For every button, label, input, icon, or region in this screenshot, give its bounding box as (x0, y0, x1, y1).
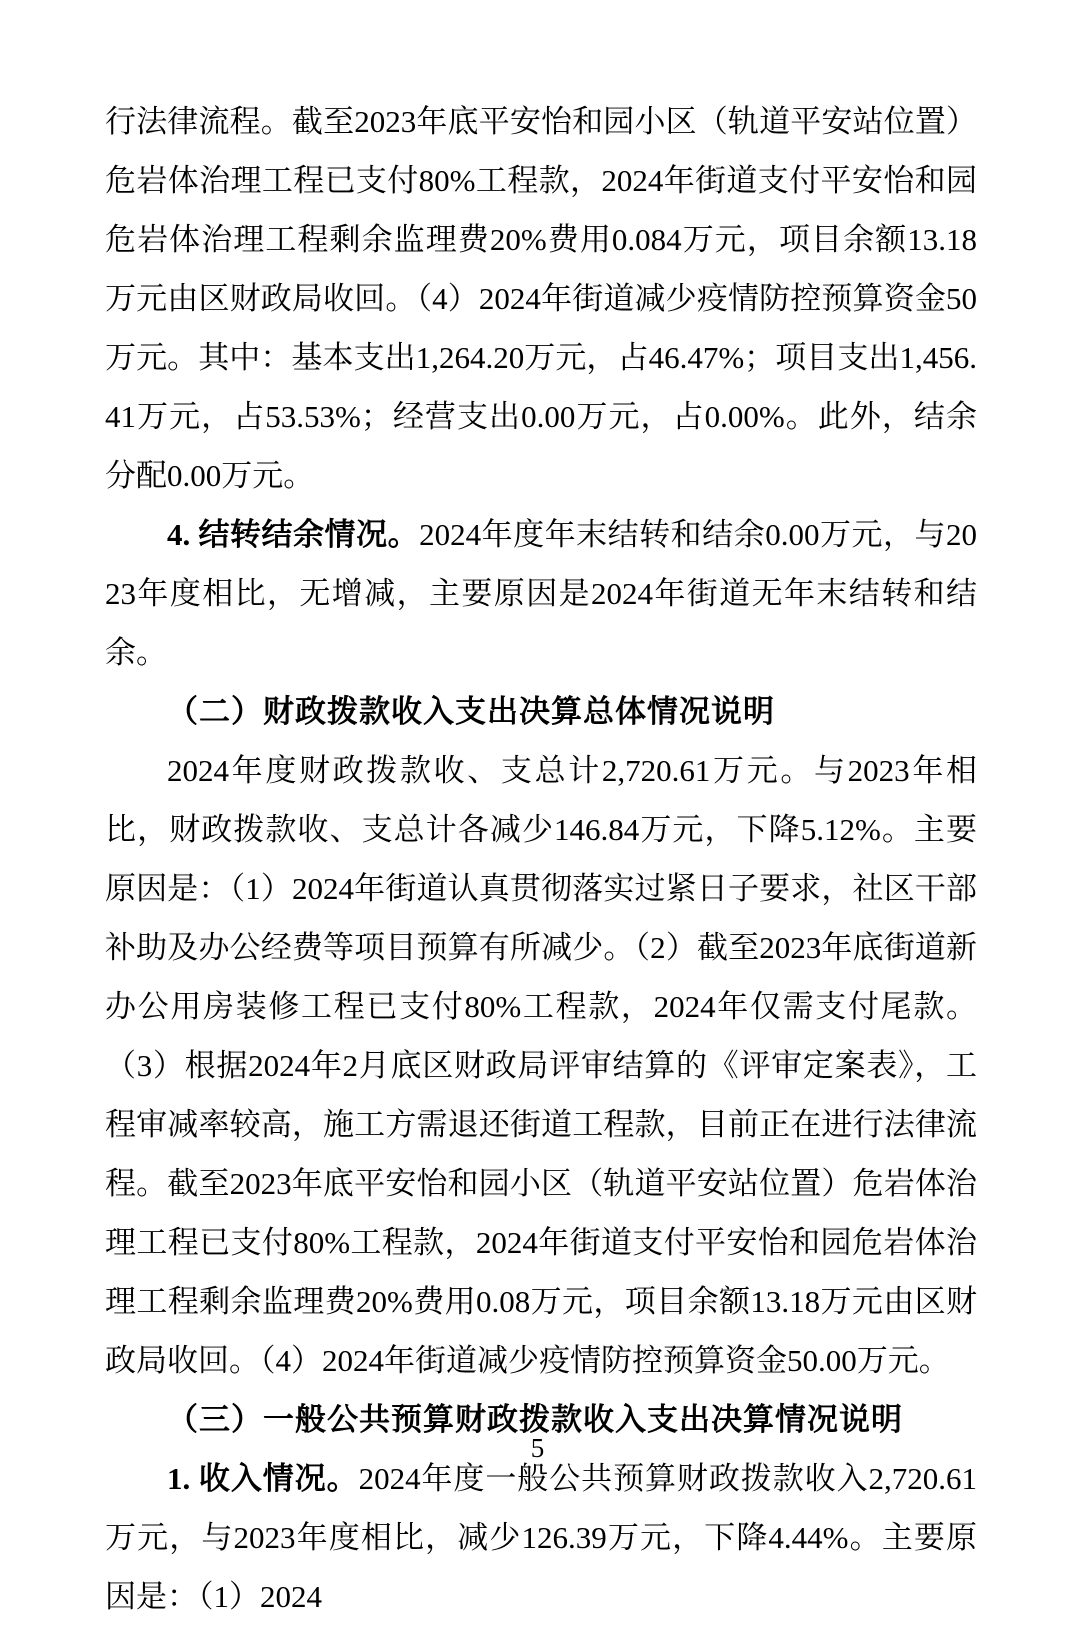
paragraph-lead: 4. 结转结余情况。 (167, 517, 420, 552)
paragraph-continuation (105, 92, 977, 505)
document-body (105, 92, 977, 1626)
heading-text: （二）财政拨款收入支出决算总体情况说明 (167, 694, 775, 729)
paragraph-text: 2024年度年末结转和结余0.00万元，与2023年度相比，无增减，主要原因是2024年街道无年末结转和结余。 (105, 517, 978, 670)
paragraph-fiscal-total (105, 741, 977, 1390)
page-number: 5 (530, 1433, 545, 1463)
section-heading-fiscal-appropriation (105, 682, 977, 741)
heading-text: （三）一般公共预算财政拨款收入支出决算情况说明 (167, 1402, 903, 1437)
paragraph-text: 2024年度财政拨款收、支总计2,720.61万元。与2023年相比，财政拨款收、支总计各减少146.84万元，下降5.12%。主要原因是：（1）2024年街道认真贯彻落实过紧日子要求，社区干部补助及办公经费等项目预算有所减少。（2）截至2023年底街道新办公用房装修工程已支付80%工程款，2024年仅需支付尾款。（3）根据2024年2月底区财政局评审结算的《评审定案表》，工程审减率较高，施工方需退还街道工程款，目前正在进行法律流程。截至2023年底平安怡和园小区（轨道平安站位置）危岩体治理工程已支付80%工程款，2024年街道支付平安怡和园危岩体治理工程剩余监理费20%费用0.08万元，项目余额13.18万元由区财政局收回。（4）2024年街道减少疫情防控预算资金50.00万元。 (105, 753, 977, 1378)
paragraph-text: 行法律流程。截至2023年底平安怡和园小区（轨道平安站位置）危岩体治理工程已支付80%工程款，2024年街道支付平安怡和园危岩体治理工程剩余监理费20%费用0.084万元，项目余额13.18万元由区财政局收回。（4）2024年街道减少疫情防控预算资金50万元。其中：基本支出1,264.20万元，占46.47%；项目支出1,456.41万元，占53.53%；经营支出0.00万元，占0.00%。此外，结余分配0.00万元。 (105, 104, 977, 493)
paragraph-carryover-balance (105, 505, 977, 682)
paragraph-text: 2024年度一般公共预算财政拨款收入2,720.61万元，与2023年度相比，减少126.39万元，下降4.44%。主要原因是：（1）2024 (105, 1461, 978, 1614)
paragraph-income-situation (105, 1449, 977, 1626)
paragraph-lead: 1. 收入情况。 (167, 1461, 359, 1496)
